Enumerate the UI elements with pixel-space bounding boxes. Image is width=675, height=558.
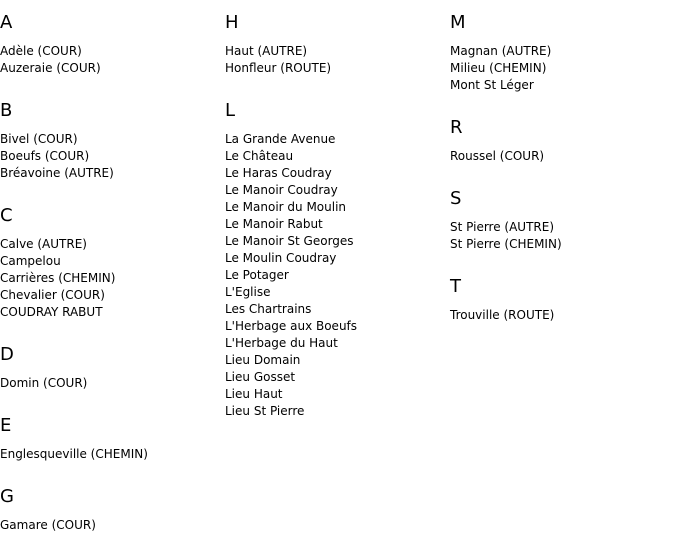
entry-haut-autre: Haut (AUTRE) bbox=[225, 44, 308, 58]
entry-adele-cour: Adèle (COUR) bbox=[0, 44, 82, 58]
entry-le-manoir-rabut: Le Manoir Rabut bbox=[225, 217, 323, 231]
entry-auzeraie-cour: Auzeraie (COUR) bbox=[0, 61, 101, 75]
entry-lieu-domain: Lieu Domain bbox=[225, 353, 301, 367]
section-letter: S bbox=[450, 188, 462, 209]
entry-l-herbage-aux-boeufs: L'Herbage aux Boeufs bbox=[225, 319, 358, 333]
entry-lieu-st-pierre: Lieu St Pierre bbox=[225, 404, 305, 418]
entry-englesqueville-chemin: Englesqueville (CHEMIN) bbox=[0, 447, 148, 461]
section-letter: G bbox=[0, 486, 14, 507]
entry-l-herbage-du-haut: L'Herbage du Haut bbox=[225, 336, 338, 350]
entry-lieu-gosset: Lieu Gosset bbox=[225, 370, 296, 384]
entry-trouville-route: Trouville (ROUTE) bbox=[450, 308, 555, 322]
entry-list bbox=[0, 517, 96, 534]
section-letter: D bbox=[0, 344, 14, 365]
entry-chevalier-cour: Chevalier (COUR) bbox=[0, 288, 105, 302]
entry-list bbox=[450, 148, 544, 165]
section-letter: B bbox=[0, 100, 13, 121]
entry-lieu-haut: Lieu Haut bbox=[225, 387, 283, 401]
section-letter: M bbox=[450, 12, 466, 33]
entry-st-pierre-chemin: St Pierre (CHEMIN) bbox=[450, 237, 562, 251]
entry-mont-st-leger: Mont St Léger bbox=[450, 78, 534, 92]
entry-le-chateau: Le Château bbox=[225, 149, 294, 163]
entry-list bbox=[225, 43, 331, 77]
entry-campelou: Campelou bbox=[0, 254, 61, 268]
section-letter: H bbox=[225, 12, 239, 33]
entry-breavoine-autre: Bréavoine (AUTRE) bbox=[0, 166, 114, 180]
entry-calve-autre: Calve (AUTRE) bbox=[0, 237, 87, 251]
entry-le-moulin-coudray: Le Moulin Coudray bbox=[225, 251, 337, 265]
entry-magnan-autre: Magnan (AUTRE) bbox=[450, 44, 552, 58]
entry-list bbox=[0, 375, 87, 392]
entry-carrieres-chemin: Carrières (CHEMIN) bbox=[0, 271, 116, 285]
entry-bivel-cour: Bivel (COUR) bbox=[0, 132, 78, 146]
entry-l-eglise: L'Eglise bbox=[225, 285, 271, 299]
entry-la-grande-avenue: La Grande Avenue bbox=[225, 132, 336, 146]
entry-domin-cour: Domin (COUR) bbox=[0, 376, 88, 390]
entry-list bbox=[225, 131, 357, 420]
entry-list bbox=[0, 236, 115, 321]
entry-list bbox=[450, 219, 562, 253]
entry-st-pierre-autre: St Pierre (AUTRE) bbox=[450, 220, 555, 234]
entry-list bbox=[0, 43, 101, 77]
section-letter: C bbox=[0, 205, 13, 226]
entry-le-manoir-coudray: Le Manoir Coudray bbox=[225, 183, 338, 197]
entry-coudray-rabut: COUDRAY RABUT bbox=[0, 305, 103, 319]
entry-roussel-cour: Roussel (COUR) bbox=[450, 149, 545, 163]
entry-list bbox=[0, 131, 114, 182]
section-letter: A bbox=[0, 12, 13, 33]
entry-les-chartrains: Les Chartrains bbox=[225, 302, 312, 316]
entry-honfleur-route: Honfleur (ROUTE) bbox=[225, 61, 332, 75]
section-letter: L bbox=[225, 100, 236, 121]
entry-boeufs-cour: Boeufs (COUR) bbox=[0, 149, 90, 163]
section-letter: E bbox=[0, 415, 12, 436]
entry-list bbox=[0, 446, 148, 463]
entry-le-potager: Le Potager bbox=[225, 268, 289, 282]
entry-gamare-cour: Gamare (COUR) bbox=[0, 518, 96, 532]
section-letter: R bbox=[450, 117, 463, 138]
section-letter: T bbox=[450, 276, 461, 297]
entry-le-haras-coudray: Le Haras Coudray bbox=[225, 166, 332, 180]
entry-le-manoir-st-georges: Le Manoir St Georges bbox=[225, 234, 354, 248]
entry-le-manoir-du-moulin: Le Manoir du Moulin bbox=[225, 200, 347, 214]
entry-list bbox=[450, 43, 551, 94]
entry-list bbox=[450, 307, 554, 324]
entry-milieu-chemin: Milieu (CHEMIN) bbox=[450, 61, 547, 75]
